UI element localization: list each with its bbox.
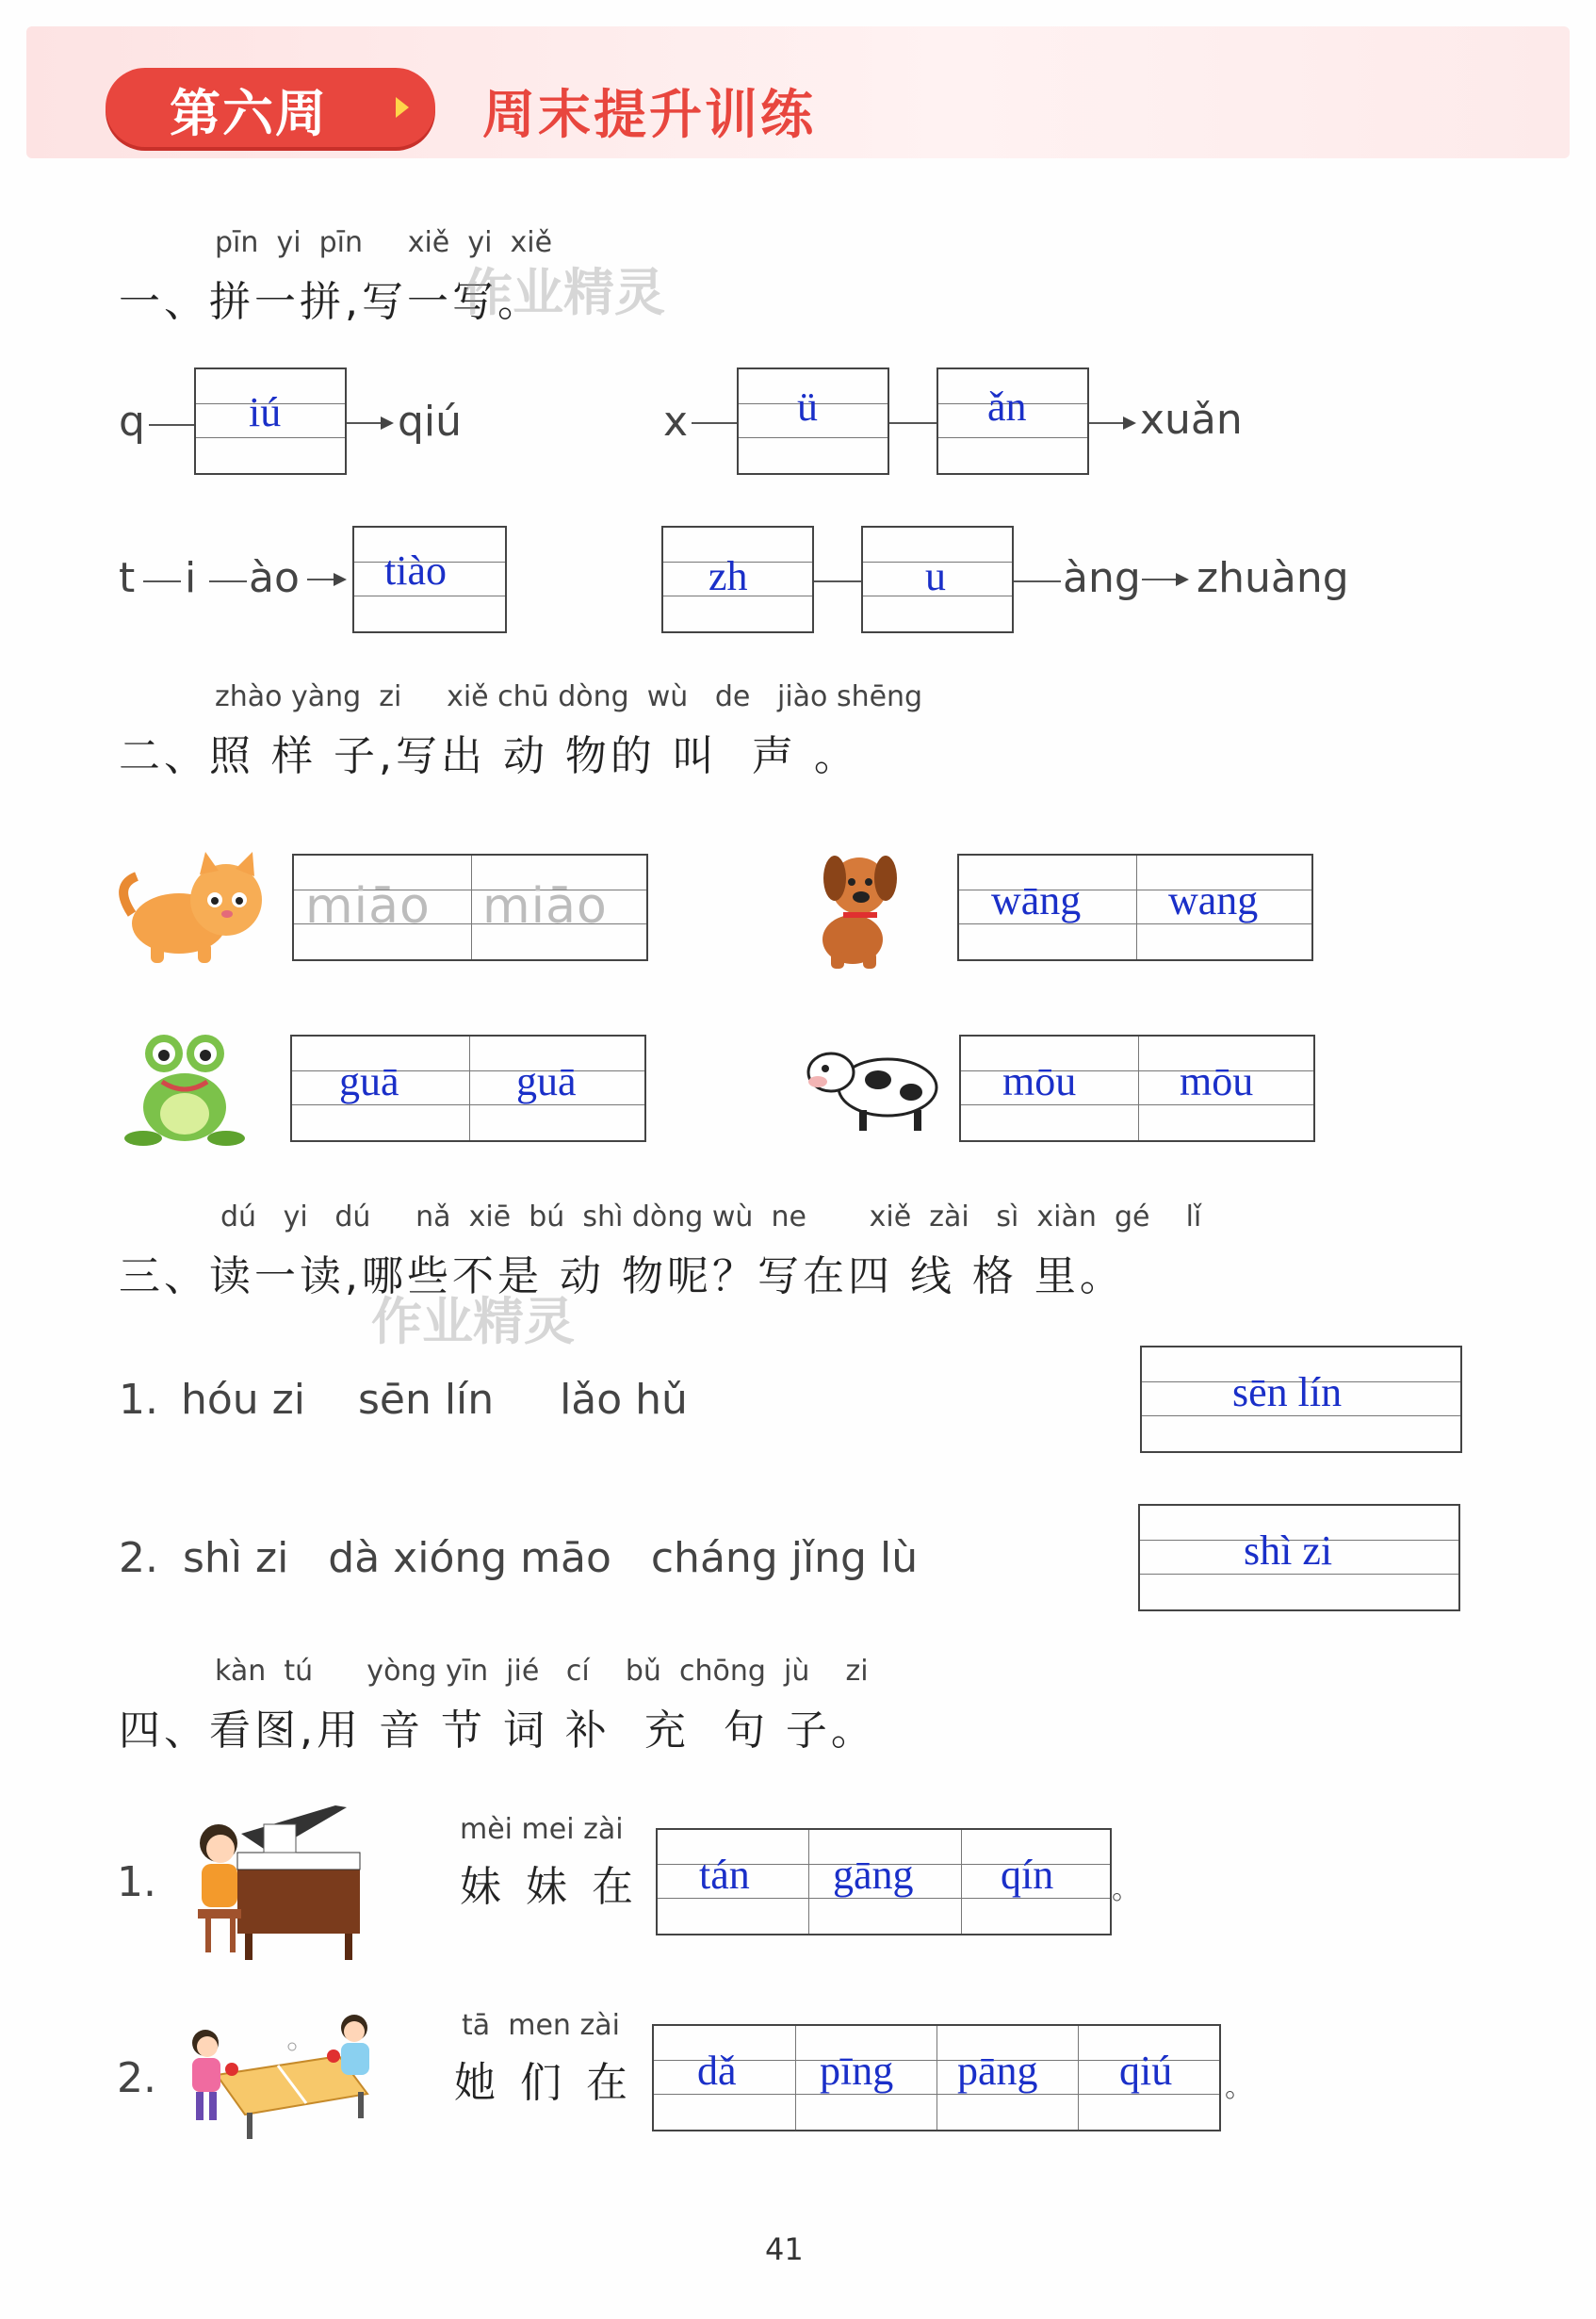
table-tennis-icon bbox=[179, 2009, 383, 2141]
s4-q1-pinyin: mèi mei zài bbox=[460, 1813, 624, 1846]
s4-q1-period: 。 bbox=[1112, 1873, 1140, 1906]
connector bbox=[1014, 580, 1061, 582]
pinyin-box-u2 bbox=[861, 526, 1014, 633]
arrow-line bbox=[307, 579, 335, 580]
answer-sen-lin: sēn lín bbox=[1232, 1369, 1343, 1415]
connector bbox=[149, 424, 194, 426]
answer-gua-1: guā bbox=[339, 1058, 399, 1104]
watermark: 作业精灵 bbox=[462, 263, 665, 322]
pinyin-box-u bbox=[737, 367, 889, 475]
play-arrow-icon bbox=[396, 97, 409, 118]
pinyin-box-iu bbox=[194, 367, 347, 475]
letter-t: t bbox=[119, 554, 136, 602]
answer-mou-1: mōu bbox=[1002, 1058, 1077, 1104]
answer-mou-2: mōu bbox=[1180, 1058, 1254, 1104]
answer-gua-2: guā bbox=[516, 1058, 577, 1104]
initial-x: x bbox=[663, 398, 689, 446]
answer-wang-1: wāng bbox=[991, 877, 1082, 923]
initial-q: q bbox=[119, 398, 145, 446]
sec2-pinyin: zhào yàng zi xiě chū dòng wù de jiào shēng bbox=[215, 680, 923, 713]
example-miao-1: miāo bbox=[305, 878, 431, 935]
watermark: 作业精灵 bbox=[371, 1292, 575, 1351]
arrow-right-icon bbox=[1176, 573, 1189, 586]
answer-u: u bbox=[925, 553, 946, 599]
week-label: 第六周 bbox=[170, 84, 328, 143]
answer-iu: iú bbox=[249, 389, 282, 435]
final-ang: àng bbox=[1063, 554, 1141, 602]
s4-q1-hanzi: 妹 妹 在 bbox=[460, 1863, 639, 1911]
s4-q2-period: 。 bbox=[1225, 2071, 1253, 2104]
four-line-grid-q2 bbox=[1138, 1504, 1460, 1611]
arrow-right-icon bbox=[381, 416, 394, 430]
answer-tiao: tiào bbox=[384, 547, 447, 594]
s4-q2-pinyin: tā men zài bbox=[462, 2009, 620, 2042]
connector bbox=[692, 422, 737, 424]
s4-q2-hanzi: 她 们 在 bbox=[454, 2059, 633, 2107]
four-line-grid-s4-q1 bbox=[656, 1828, 1112, 1935]
sec4-title: 四、看图,用 音 节 词 补 充 句 子。 bbox=[119, 1707, 876, 1755]
four-line-grid-q1 bbox=[1140, 1346, 1462, 1453]
cat-icon bbox=[113, 848, 273, 971]
q2-words: shì zi dà xióng māo cháng jǐng lù bbox=[183, 1534, 919, 1582]
q2-number: 2. bbox=[119, 1534, 158, 1582]
frog-icon bbox=[119, 1027, 251, 1150]
sec3-pinyin: dú yi dú nǎ xiē bú shì dòng wù ne xiě zài sì xiàn gé lǐ bbox=[220, 1200, 1202, 1233]
letter-i: i bbox=[185, 554, 197, 602]
sec1-title: 一、拼一拼,写一写。 bbox=[119, 278, 543, 326]
s4-q1-number: 1. bbox=[117, 1858, 156, 1906]
result-qiu: qiú bbox=[398, 398, 463, 446]
girl-piano-icon bbox=[185, 1796, 364, 1962]
s4-q2-number: 2. bbox=[117, 2054, 156, 2102]
arrow-line bbox=[1142, 579, 1180, 580]
dog-icon bbox=[801, 841, 914, 972]
answer-da: dǎ bbox=[697, 2048, 737, 2094]
answer-wang-2: wang bbox=[1168, 877, 1259, 923]
answer-an: ǎn bbox=[987, 384, 1027, 430]
arrow-right-icon bbox=[1123, 416, 1136, 430]
arrow-right-icon bbox=[334, 573, 347, 586]
four-line-grid-s4-q2 bbox=[652, 2024, 1221, 2131]
result-zhuang: zhuàng bbox=[1197, 554, 1349, 602]
page-number: 41 bbox=[765, 2231, 804, 2267]
four-line-grid-dog bbox=[957, 854, 1313, 961]
q1-words: hóu zi sēn lín lǎo hǔ bbox=[181, 1376, 688, 1424]
arrow-line bbox=[347, 422, 384, 424]
result-xuan: xuǎn bbox=[1140, 396, 1243, 444]
pinyin-box-an bbox=[936, 367, 1089, 475]
connector bbox=[143, 580, 181, 582]
answer-shi-zi: shì zi bbox=[1244, 1527, 1333, 1574]
example-miao-2: miāo bbox=[482, 878, 608, 935]
answer-tan: tán bbox=[699, 1852, 750, 1898]
answer-u-umlaut: ü bbox=[797, 384, 818, 430]
final-ao: ào bbox=[249, 554, 300, 602]
cow-icon bbox=[803, 1040, 944, 1135]
pinyin-box-zh bbox=[661, 526, 814, 633]
q1-number: 1. bbox=[119, 1376, 158, 1424]
pinyin-box-tiao bbox=[352, 526, 507, 633]
four-line-grid-frog bbox=[290, 1035, 646, 1142]
four-line-grid-cow bbox=[959, 1035, 1315, 1142]
connector bbox=[814, 580, 863, 582]
sec4-pinyin: kàn tú yòng yīn jié cí bǔ chōng jù zi bbox=[215, 1655, 869, 1688]
sec3-title: 三、读一读,哪些不是 动 物呢？写在四 线 格 里。 bbox=[119, 1252, 1125, 1300]
answer-gang: gāng bbox=[833, 1852, 914, 1898]
arrow-line bbox=[1089, 422, 1127, 424]
answer-qiu: qiú bbox=[1119, 2048, 1173, 2094]
page-title: 周末提升训练 bbox=[482, 85, 816, 146]
answer-zh: zh bbox=[708, 553, 748, 599]
connector bbox=[889, 422, 938, 424]
sec1-pinyin: pīn yi pīn xiě yi xiě bbox=[215, 226, 553, 259]
answer-ping: pīng bbox=[820, 2048, 894, 2094]
four-line-grid-cat bbox=[292, 854, 648, 961]
sec2-title: 二、照 样 子,写出 动 物的 叫 声 。 bbox=[119, 732, 859, 780]
answer-pang: pāng bbox=[957, 2048, 1038, 2094]
answer-qin: qín bbox=[1001, 1852, 1054, 1898]
connector bbox=[209, 580, 247, 582]
